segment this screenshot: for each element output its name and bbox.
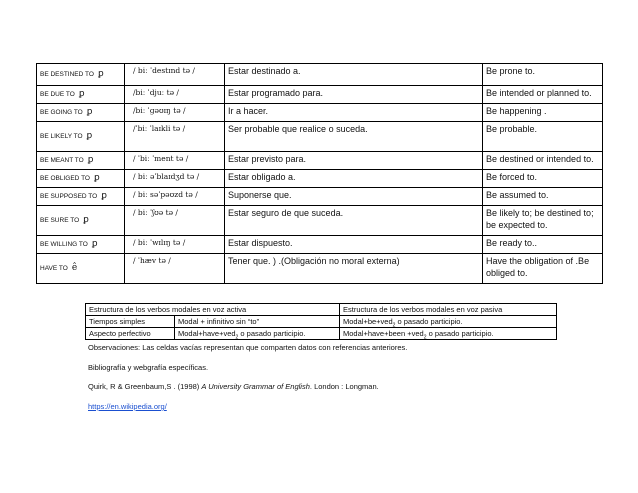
phrase-cell [37, 152, 125, 170]
table-row [37, 64, 603, 86]
english-meaning-cell: Be happening . [483, 104, 603, 122]
bibliography-title: Bibliografía y webgrafía específicas. [88, 363, 209, 372]
phrase-text: BE OBLIGED TO [40, 175, 90, 182]
pronunciation-cell: / ˈhæv tə / [125, 254, 225, 284]
pronunciation-cell: /biː ˈdjuː tə / [125, 86, 225, 104]
phrase-text: BE DESTINED TO [40, 71, 94, 78]
perfective-active-suffix: o pasado participio. [238, 328, 306, 338]
bullet-glyph: ꝑ [91, 239, 98, 249]
table-row [37, 254, 603, 284]
pronunciation-cell: /biː ˈɡəʊɪŋ tə / [125, 104, 225, 122]
table-row [37, 86, 603, 104]
structure-header-row [86, 304, 557, 316]
english-meaning-cell: Be destined or intended to. [483, 152, 603, 170]
phrase-text: BE SUPPOSED TO [40, 193, 98, 200]
simple-passive-suffix: o pasado participio. [395, 316, 463, 326]
subscript: 2 [423, 334, 427, 340]
row-label-perfective: Aspecto perfectivo [86, 328, 175, 340]
simple-passive-cell [340, 316, 557, 328]
spanish-meaning-cell: Estar seguro de que suceda. [225, 206, 483, 236]
phrase-cell [37, 188, 125, 206]
modal-phrases-table [36, 63, 603, 284]
phrase-text: BE GOING TO [40, 109, 83, 116]
bullet-glyph: ê [71, 263, 78, 273]
subscript: 2 [235, 334, 239, 340]
bullet-glyph: ꝑ [101, 191, 107, 201]
table-row [37, 152, 603, 170]
header-passive-cell: Estructura de los verbos modales en voz pasiva [340, 304, 557, 316]
english-meaning-cell: Be ready to.. [483, 236, 603, 254]
pronunciation-cell: / biː ˈwɪlɪŋ tə / [125, 236, 225, 254]
phrase-cell [37, 122, 125, 152]
spanish-meaning-cell: Estar programado para. [225, 86, 483, 104]
english-meaning-cell: Have the obligation of .Be obliged to. [483, 254, 603, 284]
bibliography-reference [88, 382, 379, 392]
row-label-simple: Tiempos simples [86, 316, 175, 328]
wikipedia-link[interactable]: https://en.wikipedia.org/ [88, 402, 167, 411]
phrase-cell [37, 86, 125, 104]
reference-authors: Quirk, R & Greenbaum,S . (1998) [88, 382, 202, 391]
table-row [37, 236, 603, 254]
perfective-active-cell [175, 328, 340, 340]
bullet-glyph: ꝑ [87, 155, 94, 165]
table-row [37, 122, 603, 152]
english-meaning-cell: Be intended or planned to. [483, 86, 603, 104]
phrase-cell [37, 236, 125, 254]
observations-text: Observaciones: Las celdas vacías representan que comparten datos con referencias anteriores. [88, 343, 408, 352]
header-active-cell: Estructura de los verbos modales en voz activa [86, 304, 340, 316]
simple-active-cell: Modal + infinitivo sin “to” [175, 316, 340, 328]
perfective-passive-text: Modal+have+been +ved [343, 328, 424, 338]
reference-title: A University Grammar of English [201, 382, 310, 391]
spanish-meaning-cell: Ir a hacer. [225, 104, 483, 122]
table-row [37, 170, 603, 188]
spanish-meaning-cell: Tener que. ) .(Obligación no moral externa) [225, 254, 483, 284]
phrase-text: BE DUE TO [40, 91, 75, 98]
subscript: 2 [392, 322, 396, 328]
phrase-text: BE LIKELY TO [40, 133, 83, 140]
table-row [37, 104, 603, 122]
spanish-meaning-cell: Estar dispuesto. [225, 236, 483, 254]
bullet-glyph: ꝑ [86, 107, 93, 117]
spanish-meaning-cell: Estar destinado a. [225, 64, 483, 86]
english-meaning-cell: Be likely to; be destined to; be expected to. [483, 206, 603, 236]
perfective-active-text: Modal+have+ved [178, 328, 236, 338]
pronunciation-cell: /ˈbiː ˈlaɪkli tə / [125, 122, 225, 152]
phrase-cell [37, 170, 125, 188]
perfective-passive-suffix: o pasado participio. [426, 328, 494, 338]
phrase-text: BE MEANT TO [40, 157, 84, 164]
bullet-glyph: ꝑ [93, 173, 100, 183]
pronunciation-cell: / biː səˈpəʊzd tə / [125, 188, 225, 206]
pronunciation-cell: / biː əˈblaɪdʒd tə / [125, 170, 225, 188]
spanish-meaning-cell: Estar obligado a. [225, 170, 483, 188]
spanish-meaning-cell: Ser probable que realice o suceda. [225, 122, 483, 152]
structure-row-simple [86, 316, 557, 328]
english-meaning-cell: Be assumed to. [483, 188, 603, 206]
phrase-text: BE WILLING TO [40, 241, 88, 248]
table-row [37, 206, 603, 236]
pronunciation-cell: / ˈbiː ˈment tə / [125, 152, 225, 170]
bullet-glyph: ꝑ [83, 215, 89, 225]
english-meaning-cell: Be probable. [483, 122, 603, 152]
pronunciation-cell: / biː ˈʃʊə tə / [125, 206, 225, 236]
bullet-glyph: ꝑ [86, 131, 93, 141]
structure-row-perfective [86, 328, 557, 340]
phrase-cell [37, 104, 125, 122]
perfective-passive-cell [340, 328, 557, 340]
phrase-cell [37, 254, 125, 284]
phrase-text: HAVE TO [40, 265, 68, 272]
english-meaning-cell: Be forced to. [483, 170, 603, 188]
bullet-glyph: ꝑ [97, 69, 104, 79]
table-row [37, 188, 603, 206]
reference-publisher: . London : Longman. [309, 382, 379, 391]
spanish-meaning-cell: Estar previsto para. [225, 152, 483, 170]
phrase-cell [37, 206, 125, 236]
pronunciation-cell: / biː ˈdestɪnd tə / [125, 64, 225, 86]
spanish-meaning-cell: Suponerse que. [225, 188, 483, 206]
phrase-text: BE SURE TO [40, 217, 80, 224]
modal-structure-table [85, 303, 557, 340]
bullet-glyph: ꝑ [78, 89, 85, 99]
simple-passive-text: Modal+be+ved [343, 316, 393, 326]
english-meaning-cell: Be prone to. [483, 64, 603, 86]
phrase-cell [37, 64, 125, 86]
